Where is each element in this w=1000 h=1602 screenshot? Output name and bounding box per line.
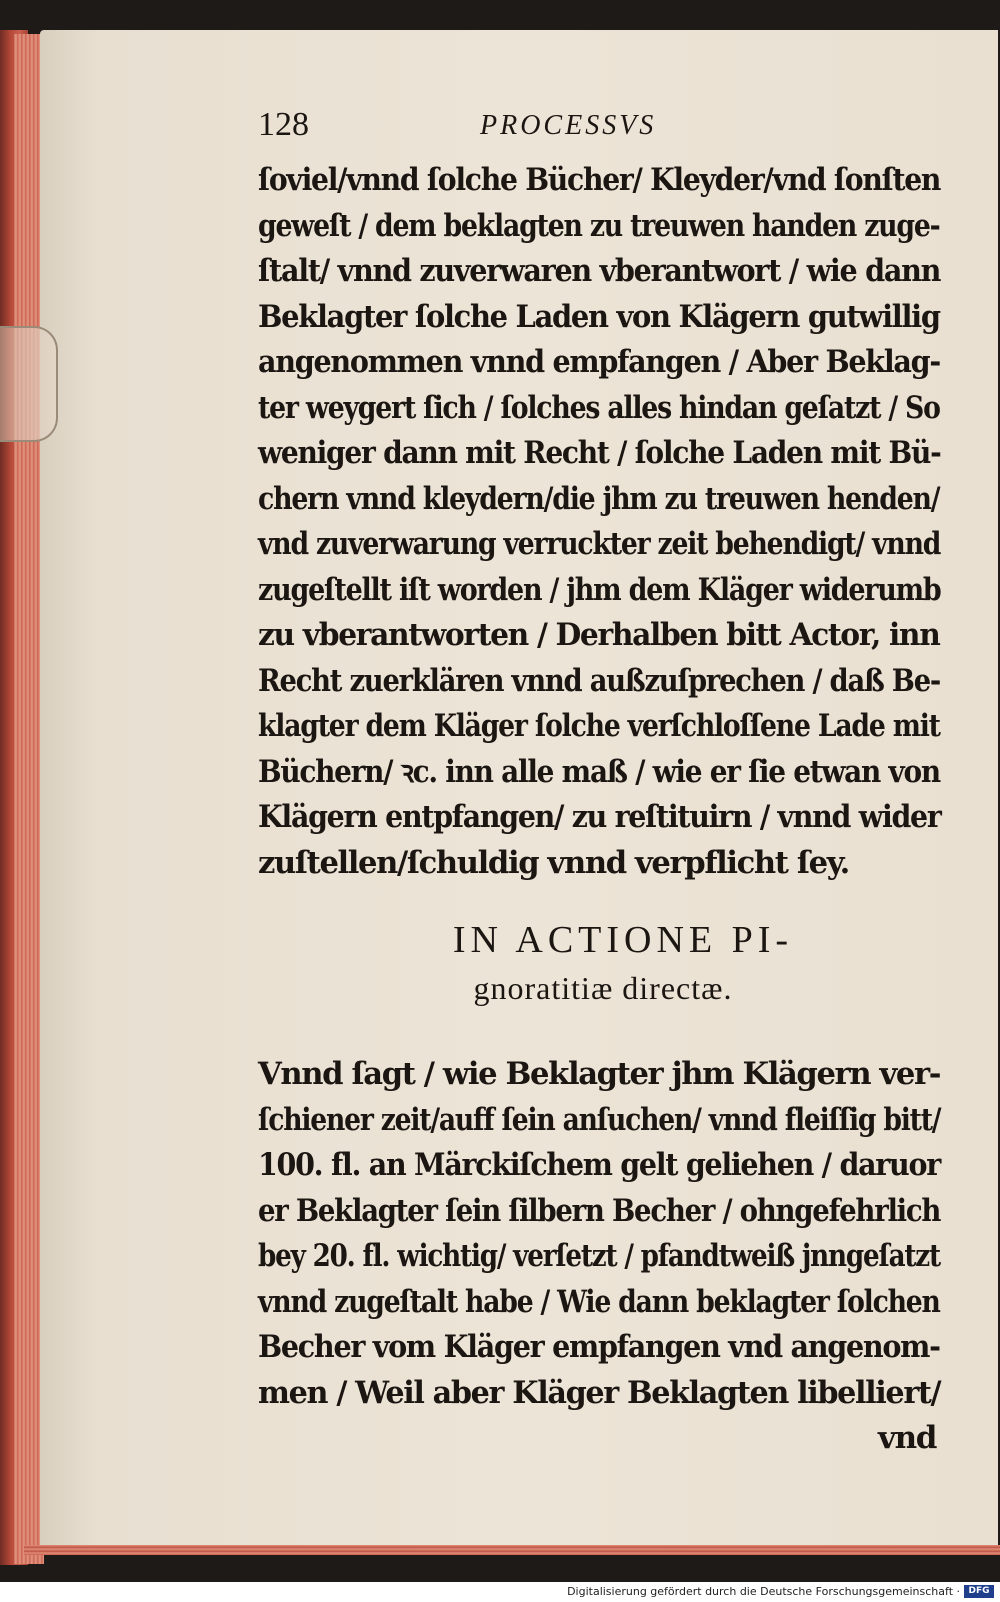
text-line: Beklagter ſolche Laden von Klägern gutwillig bbox=[258, 298, 940, 335]
text-line: vnnd zugeſtalt habe / Wie dann beklagter ſolchen bbox=[258, 1283, 940, 1320]
text-line: er Beklagter ſein ſilbern Becher / ohngefehrlich bbox=[258, 1192, 941, 1229]
section-heading bbox=[258, 916, 948, 1012]
text-line: klagter dem Kläger ſolche verſchloſſene Lade mit bbox=[258, 708, 940, 744]
text-line: chern vnnd kleydern/die jhm zu treuwen henden/ bbox=[258, 480, 940, 517]
footer-bar bbox=[0, 1582, 1000, 1602]
text-line: zuſtellen/ſchuldig vnnd verpflicht ſey. bbox=[258, 844, 849, 881]
page-edges-bottom bbox=[24, 1545, 1000, 1555]
text-line: weniger dann mit Recht / ſolche Laden mit Bü- bbox=[258, 435, 941, 471]
text-line: Becher vom Kläger empfangen vnd angenom- bbox=[258, 1329, 940, 1365]
paragraph-2 bbox=[258, 1052, 948, 1462]
text-line: Büchern/ ꝛc. inn alle maß / wie er ſie etwan von bbox=[258, 753, 940, 790]
dfg-logo-icon: DFG bbox=[964, 1585, 994, 1598]
text-line: geweſt / dem beklagten zu treuwen handen zuge- bbox=[258, 207, 940, 244]
catchword: vnd bbox=[877, 1420, 936, 1456]
text-line: vnd zuverwarung verruckter zeit behendigt/ vnnd bbox=[258, 526, 941, 562]
running-head bbox=[258, 100, 948, 158]
text-line: ſoviel/vnnd ſolche Bücher/ Kleyder/vnd ſonſten bbox=[258, 162, 941, 198]
text-line: Vnnd ſagt / wie Beklagter jhm Klägern ver- bbox=[258, 1056, 941, 1092]
funding-credit: Digitalisierung gefördert durch die Deutsche Forschungsgemeinschaft · bbox=[567, 1585, 960, 1598]
text-line: bey 20. fl. wichtig/ verſetzt / pfandtweiß jnngeſatzt bbox=[258, 1238, 940, 1274]
page-clip-icon bbox=[0, 326, 58, 442]
page-number: 128 bbox=[258, 106, 309, 143]
section-heading-line-1: IN ACTIONE PI- bbox=[452, 919, 794, 961]
text-line: men / Weil aber Kläger Beklagten libelliert/ bbox=[258, 1374, 941, 1411]
text-line: ſtalt/ vnnd zuverwaren vberantwort / wie dann bbox=[258, 253, 941, 289]
text-line: zu vberantworten / Derhalben bitt Actor, inn bbox=[258, 617, 940, 653]
text-line: ter weygert ſich / ſolches alles hindan geſatzt / So bbox=[258, 389, 940, 426]
paragraph-1 bbox=[258, 158, 948, 886]
page-text-block bbox=[258, 100, 948, 1462]
text-line: angenommen vnnd empfangen / Aber Beklag- bbox=[258, 344, 940, 380]
text-line: Klägern entpfangen/ zu reſtituirn / vnnd wider bbox=[258, 799, 941, 835]
text-line: Recht zuerklären vnnd außzuſprechen / daß Be- bbox=[258, 662, 941, 699]
text-line: zugeſtellt iſt worden / jhm dem Kläger widerumb bbox=[258, 571, 941, 608]
text-line: 100. fl. an Märckiſchem gelt geliehen / daruor bbox=[258, 1147, 940, 1183]
text-line: ſchiener zeit/auff ſein anſuchen/ vnnd fleiſſig bitt/ bbox=[258, 1101, 941, 1138]
section-heading-line-2: gnoratitiæ directæ. bbox=[473, 970, 733, 1006]
running-head-title: PROCESSVS bbox=[480, 110, 657, 141]
